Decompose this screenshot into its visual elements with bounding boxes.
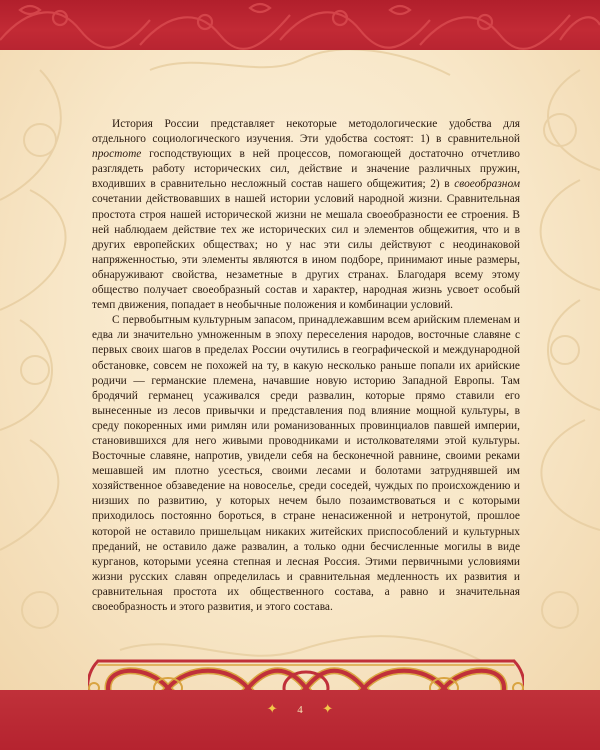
italic-emphasis: своеобразном: [454, 178, 520, 191]
page-number: 4: [297, 704, 303, 716]
diamond-icon: ✦: [266, 702, 278, 717]
diamond-icon: ✦: [322, 702, 334, 717]
text-run: господствующих в ней процессов, помогающей достаточно отчетливо разглядеть работу исторических сил, действие и значение различных пружин, входивших в сравнительно несложный состав нашего общежития; 2) в: [92, 148, 520, 191]
text-run: С первобытным культурным запасом, принадлежавшим всем арийским племенам и едва ли значительно умноженным в эпоху переселения народов, восточные славяне с первых своих шагов в пределах России очутились в географической и международной обстановке, совсем не похожей на ту, в какую несколько раньше попали их арийские родичи — германские племена, начавшие новую историю Западной Европы. Там бродячий германец усаживался среди развалин, которые прямо ставили его вынесенные из лесов привычки и представления под влияние мощной культуры, в среду покоренных ими римлян или романизованных провинциалов павшей империи, становившихся для него живыми проводниками и истолкователями этой культуры. Восточные славяне, напротив, увидели себя на бесконечной равнине, своими реками мешавшей им плотно усесться, своими лесами и болотами затруднявшей им хозяйственное обзаведение на новоселье, среди соседей, чуждых по происхождению и низших по развитию, у которых нечем было позаимствоваться и с которыми приходилось постоянно бороться, в стране ненасиженной и нетронутой, прошлое которой не оставило пришельцам никаких житейских приспособлений и культурных преданий, не оставило даже развалин, а только одни бесчисленные могилы в виде курганов, которыми усеяна степная и лесная Россия. Этими первичными условиями жизни русских славян определилась и сравнительная медленность их развития и сравнительная простота их общественного состава, а равно и значительная своеобразность и этого развития, и этого состава.: [92, 314, 520, 613]
italic-emphasis: простоте: [92, 148, 142, 161]
top-floral-pattern: [0, 0, 600, 50]
paragraph: [92, 117, 520, 313]
text-run: История России представляет некоторые методологические удобства для отдельного социологического изучения. Эти удобства состоят: 1) в сравнительной: [92, 118, 520, 146]
parchment-background: [0, 50, 600, 690]
celtic-knot-ornament: [88, 655, 524, 690]
paragraph: [92, 313, 520, 615]
document-body: [92, 117, 520, 615]
page-footer: [0, 700, 600, 720]
top-decorative-band: [0, 0, 600, 50]
bottom-decorative-band: [0, 690, 600, 750]
text-run: сочетании действовавших в нашей истории условий народной жизни. Сравнительная простота строя нашей исторической жизни не мешала своеобразности ее строения. В ней наблюдаем действие тех же исторических сил и элементов общежития, что и в других европейских обществах; но у нас эти силы действуют с неодинаковой напряженностью, эти элементы являются в ином подборе, принимают иные размеры, обнаруживают свойства, незаметные в других странах. Благодаря всему этому общество получает своеобразный состав и характер, народная жизнь усвоет особый темп движения, попадает в необычные положения и комбинации условий.: [92, 193, 520, 312]
